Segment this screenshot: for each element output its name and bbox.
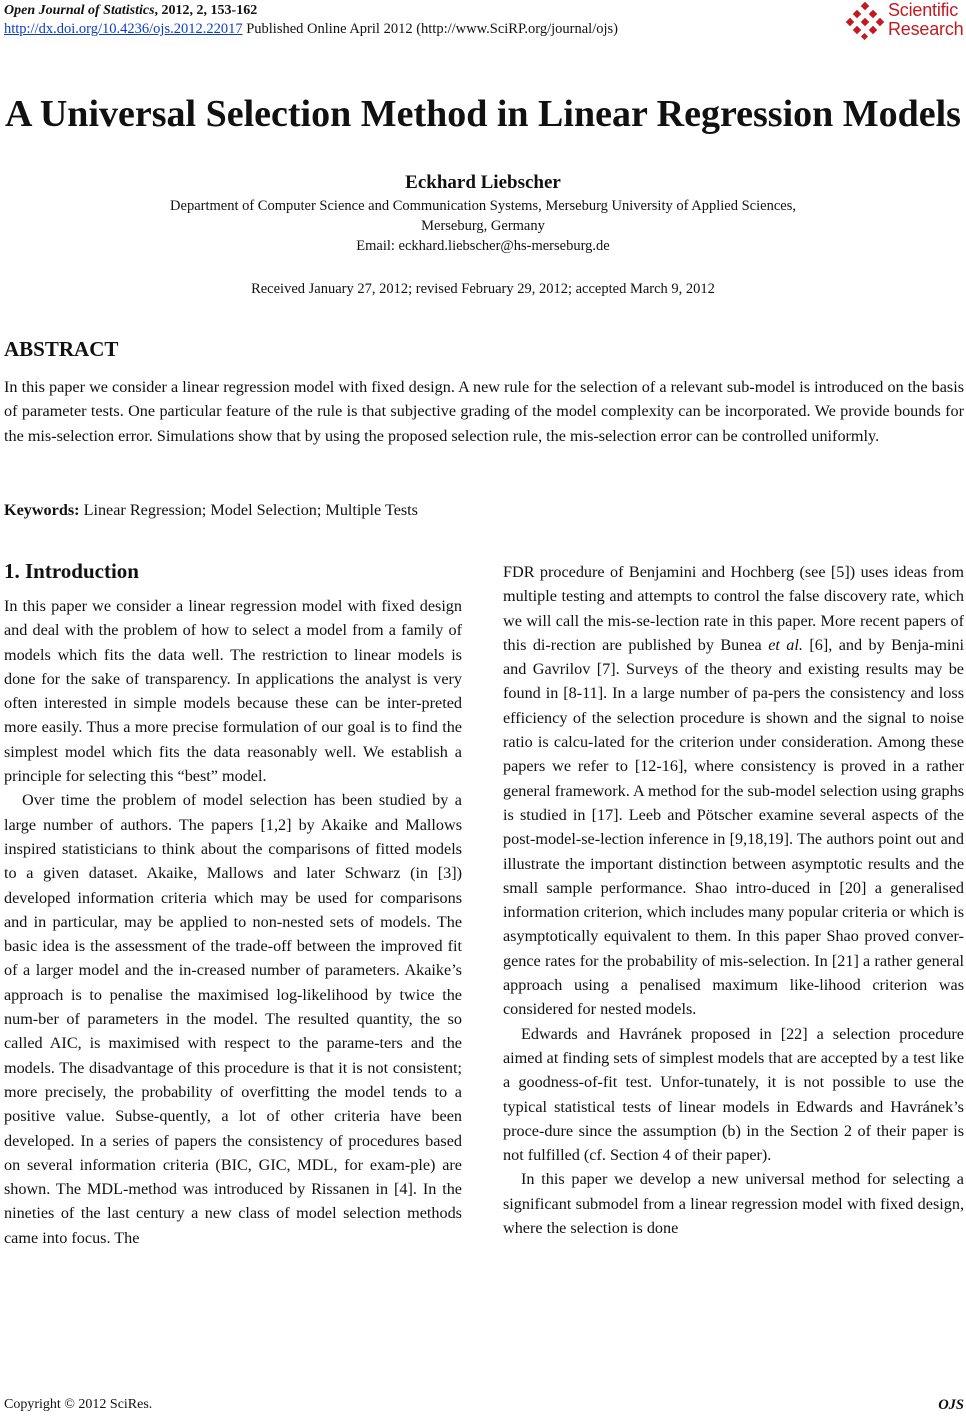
paper-title: A Universal Selection Method in Linear Regression Models [5,93,961,135]
affiliation-line2: Merseburg, Germany [421,218,545,234]
journal-header [4,2,618,38]
author-email: Email: eckhard.liebscher@hs-merseburg.de [356,238,610,254]
et-al: et al. [768,635,803,654]
logo-line2: Research [888,19,964,39]
journal-volume: , 2012, 2, 153-162 [154,3,258,18]
abstract-text: In this paper we consider a linear regression model with fixed design. A new rule for the selection of a relevant sub-model is introduced on the basis of parameter tests. One particular feature of the rule is that subjective grading of the model complexity can be incorporated. We provide bounds for the mis-selection error. Simulations show that by using the proposed selection rule, the mis-selection error can be controlled uniformly. [4,378,964,445]
right-column [503,560,964,1240]
author-affiliation [0,196,966,256]
received-dates: Received January 27, 2012; revised February 29, 2012; accepted March 9, 2012 [251,281,715,297]
abstract-heading: ABSTRACT [4,337,119,361]
keywords-label: Keywords: [4,501,80,519]
intro-paragraph-5: In this paper we develop a new universal method for selecting a significant submodel from a linear regression model with fixed design, where the selection is done [503,1170,964,1238]
intro-paragraph-4: Edwards and Havránek proposed in [22] a selection procedure aimed at finding sets of simplest models that are accepted by a test like a goodness-of-fit test. Unfor-tunately, it is not possible to use the typical statistical tests of linear models in Edwards and Havránek’s proce-dure since the assumption (b) in the Section 2 of their paper is not fulfilled (cf. Section 4 of their paper). [503,1024,964,1165]
intro-paragraph-3-part-b: [6], and by Benja-mini and Gavrilov [7]. Surveys of the theory and existing results may be found in [8-11]. In a large number of pa-pers the consistency and loss efficiency of the selection procedure is shown and the signal to noise ratio is calcu-lated for the criterion under consideration. Among these papers we refer to [12-16], where consistency is proved in a rather general framework. A method for the sub-model selection using graphs is studied in [17]. Leeb and Pötscher examine several aspects of the post-model-se-lection inference in [9,18,19]. The authors point out and illustrate the important distinction between asymptotic results and the small sample performance. Shao intro-duced in [20] a generalised information criterion, which includes many popular criteria or which is asymptotically equivalent to them. In this paper Shao proved conver-gence rates for the probability of mis-selection. In [21] a rather general approach using a penalised maximum like-lihood criterion was considered for nested models. [503,635,965,1019]
published-note: Published Online April 2012 (http://www.SciRP.org/journal/ojs) [242,21,618,37]
keywords-text: Linear Regression; Model Selection; Multiple Tests [79,501,418,519]
copyright-notice: Copyright © 2012 SciRes. [4,1397,153,1412]
doi-link[interactable]: http://dx.doi.org/10.4236/ojs.2012.22017 [4,21,243,37]
journal-name: Open Journal of Statistics [4,3,155,18]
intro-paragraph-1: In this paper we consider a linear regression model with fixed design and deal with the problem of how to select a model from a family of models which fits the data well. The restriction to linear models is done for the sake of transparency. In applications the analyst is very often interested in simple models because these can be inter-preted more easily. Thus a more precise formulation of our goal is to find the simplest model which fits the data reasonably well. We establish a principle for selecting this “best” model. [4,597,462,786]
intro-paragraph-3 [503,560,964,1022]
author-name: Eckhard Liebscher [405,172,561,193]
intro-paragraph-3-part-a: FDR procedure of Benjamini and Hochberg (see [5]) uses ideas from multiple testing and attempts to control the false discovery rate, which we will call the mis-se-lection rate in this paper. More recent papers of this di-rection are published by Bunea [503,563,964,654]
intro-paragraph-2: Over time the problem of model selection has been studied by a large number of authors. The papers [1,2] by Akaike and Mallows inspired statisticians to think about the comparisons of fitted models to a given dataset. Akaike, Mallows and later Schwarz (in [3]) developed information criteria which may be used for comparisons and in particular, may be applied to non-nested sets of models. The basic idea is the assessment of the trade-off between the improved fit of a larger model and the in-creased number of parameters. Akaike’s approach is to penalise the maximised log-likelihood by twice the num-ber of parameters in the model. The resulted quantity, the so called AIC, is maximised with respect to the parame-ters and the models. The disadvantage of this procedure is that it is not consistent; more precisely, the probability of overfitting the model tends to a positive value. Subse-quently, a lot of other criteria have been developed. In a series of papers the consistency of procedures based on several information criteria (BIC, GIC, MDL, for exam-ple) are shown. The MDL-method was introduced by Rissanen in [4]. In the nineties of the last century a new class of model selection methods came into focus. The [4,791,462,1247]
logo-line1: Scientific [888,0,959,20]
journal-citation [4,2,604,20]
affiliation-line1: Department of Computer Science and Communication Systems, Merseburg University of Applied Sciences, [170,198,796,214]
section-heading-introduction: 1. Introduction [4,559,139,583]
logo-text [888,1,963,39]
scientific-research-logo [846,2,966,42]
journal-abbreviation: OJS [938,1397,964,1413]
logo-diamond-icon [846,2,886,40]
doi-line [4,20,618,38]
left-column [4,594,462,1250]
keywords [4,498,964,522]
